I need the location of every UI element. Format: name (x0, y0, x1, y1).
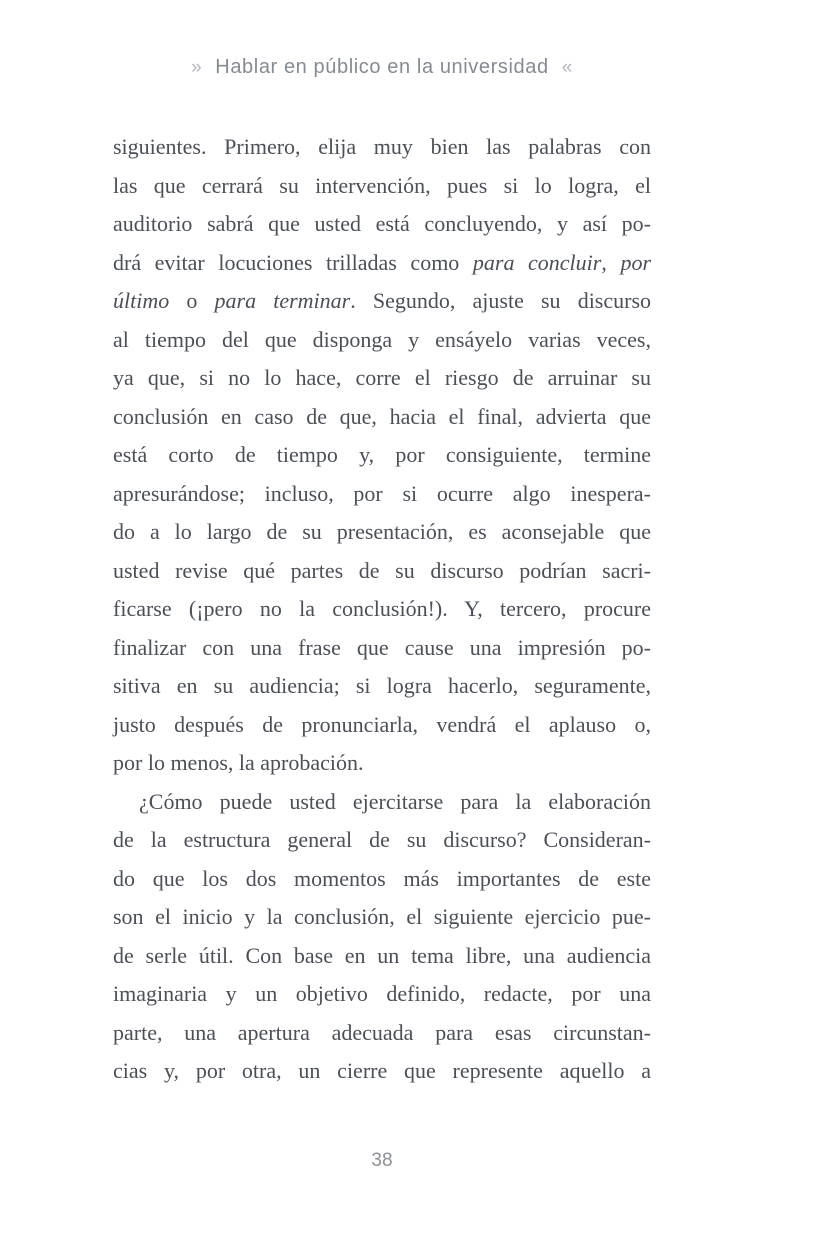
text-line (113, 937, 651, 976)
text-segment: al tiempo del que disponga y ensáyelo varias veces, (113, 326, 651, 352)
text-segment: do que los dos momentos más importantes de este (113, 865, 651, 891)
text-line (113, 513, 651, 552)
text-segment: está corto de tiempo y, por consiguiente, termine (113, 442, 651, 467)
text-segment: ¿Cómo puede usted ejercitarse para la elaboración (139, 788, 651, 814)
text-segment: . Segundo, ajuste su discurso (350, 288, 652, 313)
text-line (113, 706, 651, 745)
text-segment: ya que, si no lo hace, corre el riesgo de arruinar su (113, 365, 651, 390)
text-line (113, 244, 651, 283)
text-line (113, 744, 651, 783)
page-body (113, 128, 651, 1091)
page-number: 38 (371, 1150, 393, 1171)
text-line (113, 436, 651, 475)
text-segment: conclusión en caso de que, hacia el final, advierta que (113, 403, 651, 429)
text-segment: siguientes. Primero, elija muy bien las palabras con (113, 134, 651, 159)
text-line (113, 321, 651, 360)
text-line (113, 398, 651, 437)
text-line (113, 359, 651, 398)
text-line (113, 128, 651, 167)
text-segment: de serle útil. Con base en un tema libre, una audiencia (113, 942, 651, 968)
text-line (113, 552, 651, 591)
text-line (113, 1014, 651, 1053)
left-guillemet-icon: » (191, 57, 203, 78)
text-segment: auditorio sabrá que usted está concluyendo, y así po- (113, 211, 651, 236)
text-line (113, 783, 651, 822)
italic-text-segment: último (113, 288, 170, 313)
text-segment: por lo menos, la aprobación. (113, 750, 364, 775)
text-segment: justo después de pronunciarla, vendrá el aplauso o, (113, 711, 651, 737)
italic-text-segment: por (620, 249, 651, 275)
text-segment: cias y, por otra, un cierre que represente aquello a (113, 1058, 651, 1083)
text-segment: sitiva en su audiencia; si logra hacerlo, seguramente, (113, 673, 651, 698)
text-line (113, 167, 651, 206)
right-guillemet-icon: « (561, 57, 573, 78)
italic-text-segment: para concluir (472, 249, 602, 275)
text-segment: parte, una apertura adecuada para esas circunstan- (113, 1019, 651, 1045)
text-segment: ficarse (¡pero no la conclusión!). Y, tercero, procure (113, 596, 651, 621)
text-line (113, 629, 651, 668)
text-segment: son el inicio y la conclusión, el siguiente ejercicio pue- (113, 904, 651, 929)
text-segment: drá evitar locuciones trilladas como (113, 249, 473, 275)
text-segment: finalizar con una frase que cause una impresión po- (113, 634, 651, 660)
text-line (113, 282, 651, 321)
text-line (113, 475, 651, 514)
text-segment: apresurándose; incluso, por si ocurre algo inespera- (113, 480, 651, 506)
text-line (113, 975, 651, 1014)
text-segment: , (601, 249, 621, 275)
text-line (113, 205, 651, 244)
text-line (113, 590, 651, 629)
italic-text-segment: para terminar (214, 288, 351, 313)
header-title: Hablar en público en la universidad (215, 56, 549, 78)
text-line (113, 1052, 651, 1091)
text-segment: de la estructura general de su discurso? Consideran- (113, 827, 651, 852)
text-segment: las que cerrará su intervención, pues si lo logra, el (113, 172, 651, 198)
running-header (113, 56, 651, 79)
text-segment: o (169, 288, 215, 313)
text-segment: do a lo largo de su presentación, es aconsejable que (113, 519, 651, 544)
text-line (113, 898, 651, 937)
text-segment: imaginaria y un objetivo definido, redacte, por una (113, 981, 651, 1006)
text-line (113, 821, 651, 860)
text-line (113, 860, 651, 899)
text-segment: usted revise qué partes de su discurso podrían sacri- (113, 557, 651, 583)
text-line (113, 667, 651, 706)
